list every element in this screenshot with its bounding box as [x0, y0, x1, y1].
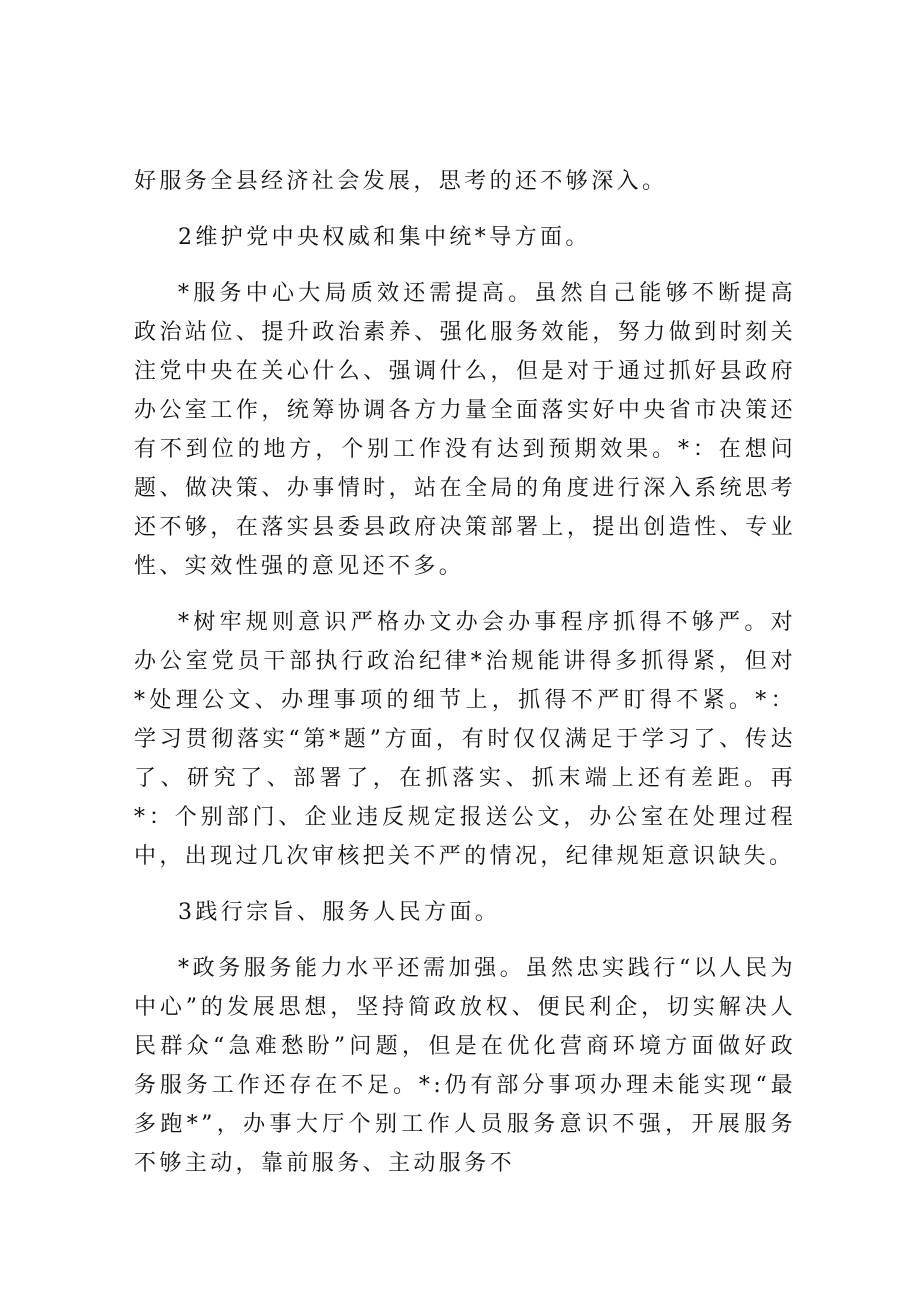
paragraph-service-center: *服务中心大局质效还需提高。虽然自己能够不断提高政治站位、提升政治素养、强化服务效能，努力做到时刻关注党中央在关心什么、强调什么，但是对于通过抓好县政府办公室工作，统筹协调各方力量全面落实好中央省市决策还有不到位的地方，个别工作没有达到预期效果。*：在想问题、做决策、办事情时，站在全局的角度进行深入系统思考还不够，在落实县委县政府决策部署上，提出创造性、专业性、实效性强的意见还不多。 — [134, 281, 796, 579]
paragraph-continuation: 好服务全县经济社会发展，思考的还不够深入。 — [134, 169, 668, 194]
section-heading-3: 3践行宗旨、服务人民方面。 — [178, 900, 501, 925]
paragraph-government-service: *政务服务能力水平还需加强。虽然忠实践行“以人民为中心”的发展思想，坚持简政放权、便民利企，切实解决人民群众“急难愁盼”问题，但是在优化营商环境方面做好政务服务工作还存在不足。*:仍有部分事项办理未能实现“最多跑*”，办事大厅个别工作人员服务意识不强，开展服务不够主动，靠前服务、主动服务不 — [134, 956, 796, 1176]
paragraph-rules-awareness: *树牢规则意识严格办文办会办事程序抓得不够严。对办公室党员干部执行政治纪律*治规能讲得多抓得紧，但对*处理公文、办理事项的细节上，抓得不严盯得不紧。*：学习贯彻落实“第*题”方面，有时仅仅满足于学习了、传达了、研究了、部署了，在抓落实、抓末端上还有差距。再*：个别部门、企业违反规定报送公文，办公室在处理过程中，出现过几次审核把关不严的情况，纪律规矩意识缺失。 — [134, 610, 796, 869]
section-heading-2: 2维护党中央权威和集中统*导方面。 — [178, 225, 591, 250]
